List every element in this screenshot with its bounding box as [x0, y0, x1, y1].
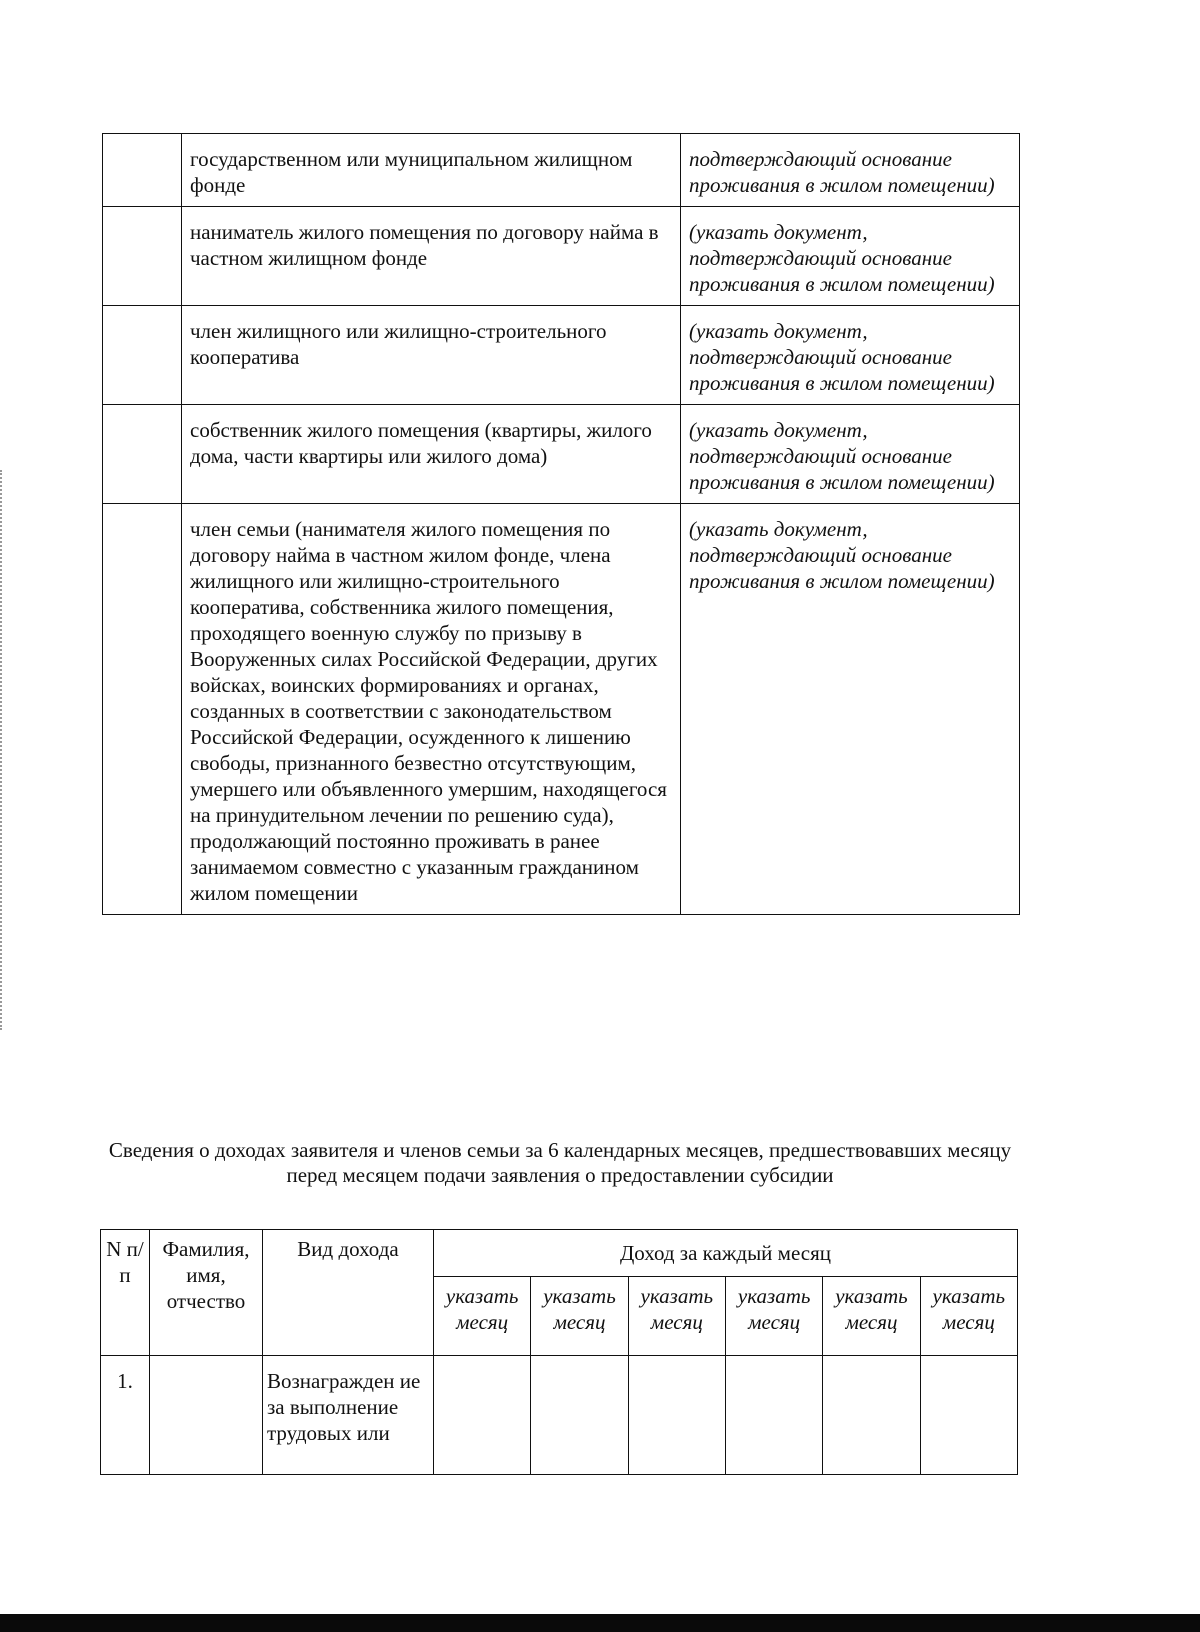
col-income-type-header: Вид дохода — [263, 1230, 434, 1356]
residence-basis-table — [102, 133, 1020, 915]
income-table — [100, 1229, 1018, 1475]
status-cell: член семьи (нанимателя жилого помещения по договору найма в частном жилом фонде, члена жилищного или жилищно-строительного кооператива, собственника жилого помещения, проходящего военную службу по призыву в Вооруженных силах Российской Федерации, других войсках, воинских формированиях и органах, созданных в соответствии с законодательством Российской Федерации, осужденного к лишению свободы, признанного безвестно отсутствующим, умершего или объявленного умершим, находящегося на принудительном лечении по решению суда), продолжающий постоянно проживать в ранее занимаемом совместно с указанным гражданином жилом помещении — [182, 504, 681, 915]
col-monthly-income-header: Доход за каждый месяц — [434, 1230, 1018, 1277]
scan-bottom-edge — [0, 1614, 1200, 1632]
row-number-cell — [103, 207, 182, 306]
col-number-header: N п/п — [101, 1230, 150, 1356]
status-cell: собственник жилого помещения (квартиры, жилого дома, части квартиры или жилого дома) — [182, 405, 681, 504]
row-number-cell — [103, 134, 182, 207]
table-row — [101, 1356, 1018, 1475]
month-value-cell — [531, 1356, 628, 1475]
document-cell: (указать документ, подтверждающий основание проживания в жилом помещении) — [681, 306, 1020, 405]
table-row — [103, 207, 1020, 306]
table-row — [103, 134, 1020, 207]
status-cell: государственном или муниципальном жилищном фонде — [182, 134, 681, 207]
status-cell: член жилищного или жилищно-строительного кооператива — [182, 306, 681, 405]
row-number-cell — [103, 405, 182, 504]
month-header: указать месяц — [531, 1277, 628, 1356]
status-cell: наниматель жилого помещения по договору найма в частном жилищном фонде — [182, 207, 681, 306]
row-number: 1. — [101, 1356, 150, 1475]
row-income-type: Вознагражден ие за выполнение трудовых или — [263, 1356, 434, 1475]
scan-edge-artifact — [0, 470, 5, 1030]
month-value-cell — [725, 1356, 822, 1475]
month-header: указать месяц — [434, 1277, 531, 1356]
month-value-cell — [434, 1356, 531, 1475]
month-header: указать месяц — [725, 1277, 822, 1356]
col-name-header: Фамилия, имя, отчество — [150, 1230, 263, 1356]
month-header: указать месяц — [920, 1277, 1017, 1356]
row-number-cell — [103, 306, 182, 405]
document-cell: (указать документ, подтверждающий основание проживания в жилом помещении) — [681, 504, 1020, 915]
month-value-cell — [823, 1356, 920, 1475]
row-number-cell — [103, 504, 182, 915]
table-row — [103, 504, 1020, 915]
month-header: указать месяц — [628, 1277, 725, 1356]
income-section-heading: Сведения о доходах заявителя и членов семьи за 6 календарных месяцев, предшествовавших месяцу перед месяцем подачи заявления о предоставлении субсидии — [108, 1138, 1012, 1187]
month-header: указать месяц — [823, 1277, 920, 1356]
month-value-cell — [628, 1356, 725, 1475]
document-cell: (указать документ, подтверждающий основание проживания в жилом помещении) — [681, 405, 1020, 504]
income-header-row — [101, 1230, 1018, 1277]
table-row — [103, 306, 1020, 405]
table-row — [103, 405, 1020, 504]
month-value-cell — [920, 1356, 1017, 1475]
document-cell: (указать документ, подтверждающий основание проживания в жилом помещении) — [681, 207, 1020, 306]
row-name — [150, 1356, 263, 1475]
document-cell: подтверждающий основание проживания в жилом помещении) — [681, 134, 1020, 207]
